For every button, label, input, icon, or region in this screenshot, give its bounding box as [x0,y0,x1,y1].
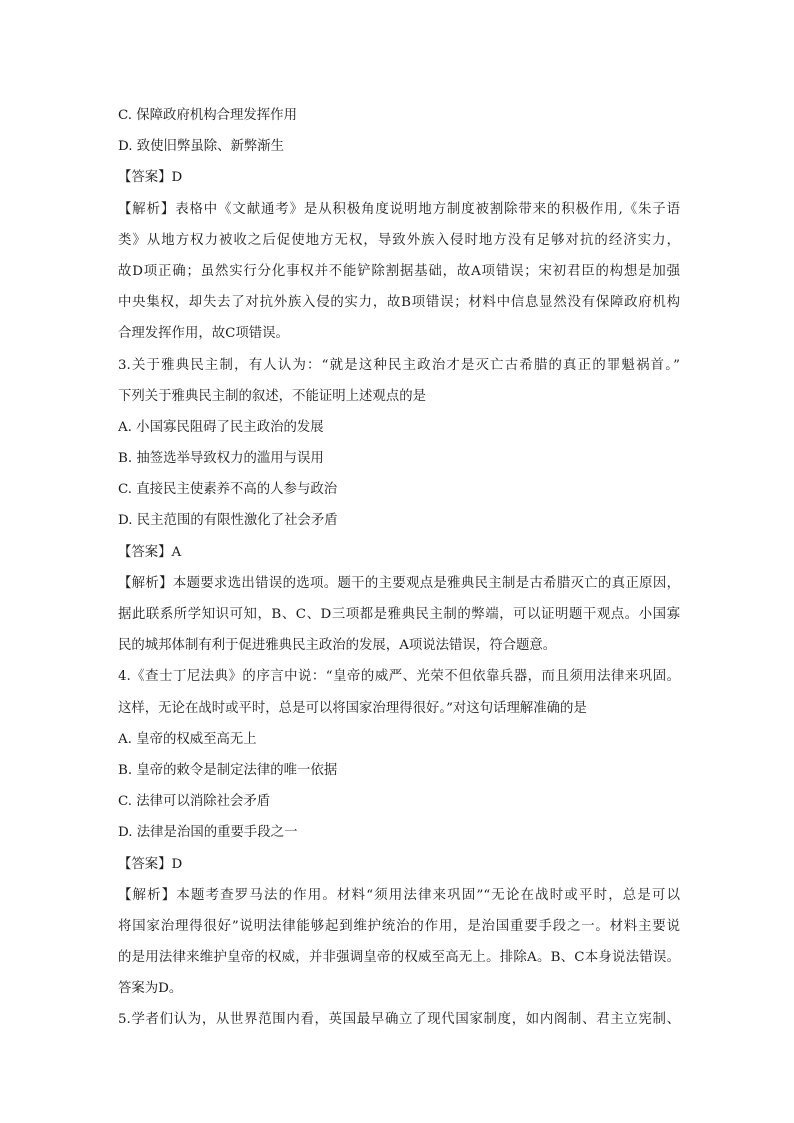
text-line: D. 法律是治国的重要手段之一 [118,825,298,841]
text-line: 【解析】表格中《文献通考》是从积极角度说明地方制度被割除带来的积极作用,《朱子语 [118,201,680,217]
text-line: 的是用法律来维护皇帝的权威，并非强调皇帝的权威至高无上。排除A。B、C本身说法错误。 [118,950,680,966]
text-line: B. 抽签选举导致权力的滥用与误用 [118,451,324,467]
text-line: 3.关于雅典民主制，有人认为：“就是这种民主政治才是灭亡古希腊的真正的罪魁祸首。” [118,357,680,373]
text-line: 这样，无论在战时或平时，总是可以将国家治理得很好。”对这句话理解准确的是 [118,700,587,716]
text-line: 据此联系所学知识可知，B、C、D三项都是雅典民主制的弊端，可以证明题干观点。小国寡 [118,607,680,622]
text-line: 故D项正确；虽然实行分化事权并不能铲除割据基础，故A项错误；宋初君臣的构想是加强 [118,263,680,279]
text-line: D. 民主范围的有限性激化了社会矛盾 [118,513,338,529]
text-line: A. 皇帝的权威至高无上 [118,731,257,747]
text-line: B. 皇帝的敕令是制定法律的唯一依据 [118,762,338,778]
text-line: 答案为D。 [118,981,183,997]
text-line: D. 致使旧弊虽除、新弊渐生 [118,139,285,155]
document-body [118,100,680,1036]
text-line: C. 保障政府机构合理发挥作用 [118,108,297,123]
text-line: A. 小国寡民阻碍了民主政治的发展 [118,419,324,435]
text-line: 5.学者们认为，从世界范围内看，英国最早确立了现代国家制度，如内阁制、君主立宪制、 [118,1012,680,1028]
text-line: C. 法律可以消除社会矛盾 [118,794,271,810]
text-line: 4.《查士丁尼法典》的序言中说：“皇帝的威严、光荣不但依靠兵器，而且须用法律来巩固。 [118,669,680,685]
text-line: 【答案】D [118,856,183,872]
text-line: 合理发挥作用，故C项错误。 [118,326,289,342]
text-line: 下列关于雅典民主制的叙述，不能证明上述观点的是 [118,388,426,404]
text-line: 中央集权，却失去了对抗外族入侵的实力，故B项错误；材料中信息显然没有保障政府机构 [118,295,680,311]
text-line: 【答案】A [118,544,182,560]
text-line: 【解析】本题要求选出错误的选项。题干的主要观点是雅典民主制是古希腊灭亡的真正原因， [118,575,680,591]
text-line: 将国家治理得很好”说明法律能够起到维护统治的作用，是治国重要手段之一。材料主要说 [118,918,680,934]
text-line: 类》从地方权力被收之后促使地方无权，导致外族入侵时地方没有足够对抗的经济实力， [118,232,680,248]
text-line: 民的城邦体制有利于促进雅典民主政治的发展，A项说法错误，符合题意。 [118,638,557,654]
text-line: 【答案】D [118,170,183,186]
text-line: 【解析】本题考查罗马法的作用。材料“须用法律来巩固”“无论在战时或平时，总是可以 [118,887,680,903]
text-line: C. 直接民主使素养不高的人参与政治 [118,482,338,498]
